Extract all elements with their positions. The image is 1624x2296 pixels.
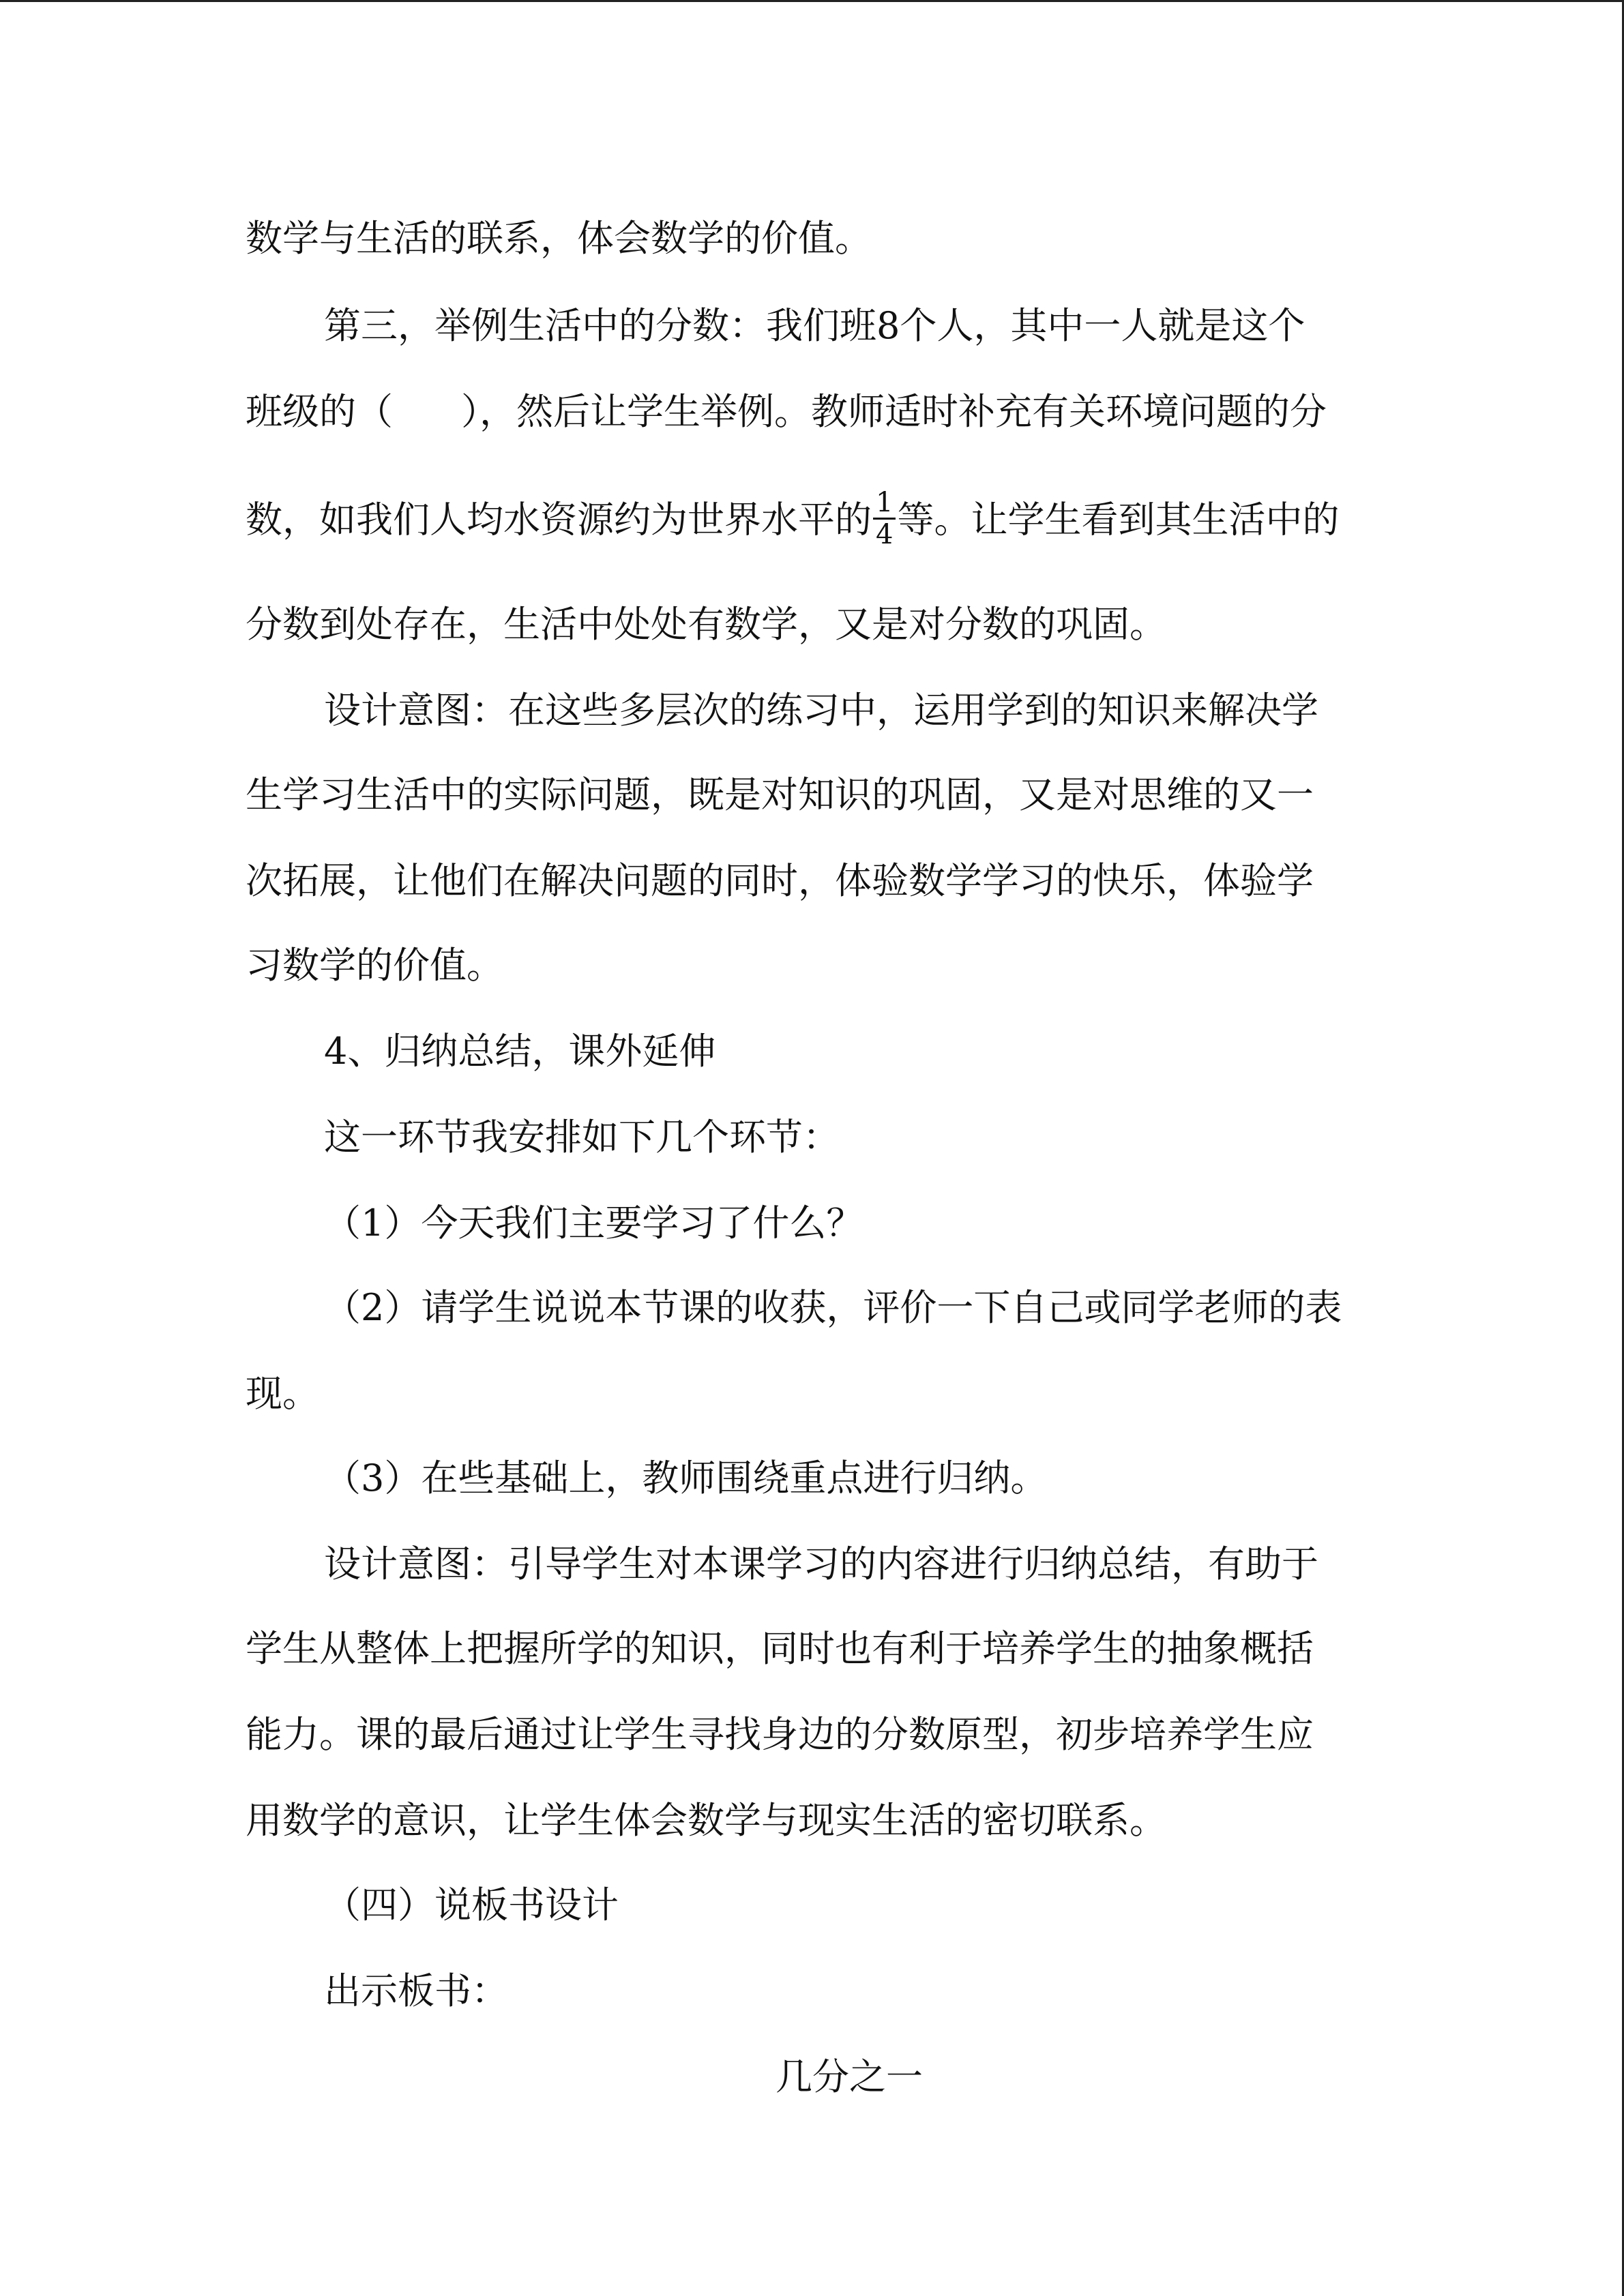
- paragraph-line: [246, 942, 503, 989]
- text-run: 班级的（: [246, 390, 393, 433]
- paragraph-line: [246, 601, 1166, 648]
- text-run: 等。让学生看到其生活中的: [897, 498, 1340, 541]
- text-run: 数，如我们人均水资源约为世界水平的: [246, 498, 872, 541]
- paragraph-line: [246, 771, 1314, 819]
- fraction-numerator: 1: [873, 488, 896, 520]
- paragraph-line: [324, 1967, 508, 2015]
- text-run: 用数学的意识，让学生体会数学与现实生活的密切联系。: [246, 1799, 1166, 1842]
- board-title: [0, 2053, 1624, 2101]
- text-run: 4、归纳总结，课外延伸: [324, 1030, 716, 1073]
- paragraph-line: [246, 1797, 1166, 1845]
- text-run: 分数到处存在，生活中处处有数学，又是对分数的巩固。: [246, 603, 1166, 646]
- paragraph-line: [246, 1711, 1314, 1759]
- text-run: 现。: [246, 1372, 319, 1415]
- text-run: ），然后让学生举例。教师适时补充有关环境问题的分: [461, 390, 1327, 433]
- text-run: 几分之一: [776, 2055, 923, 2098]
- section-heading: [324, 1881, 619, 1929]
- text-run: 第三，举例生活中的分数：我们班8个人，其中一人就是这个: [324, 304, 1305, 347]
- text-run: 生学习生活中的实际问题，既是对知识的巩固，又是对思维的又一: [246, 773, 1314, 816]
- section-heading: [324, 1028, 715, 1075]
- fraction: [873, 488, 896, 550]
- text-run: 设计意图：在这些多层次的练习中，运用学到的知识来解决学: [324, 689, 1318, 732]
- text-run: 能力。课的最后通过让学生寻找身边的分数原型，初步培养学生应: [246, 1713, 1314, 1756]
- paragraph-line: [324, 1114, 840, 1161]
- text-run: 习数学的价值。: [246, 944, 503, 987]
- text-run: 出示板书：: [324, 1969, 508, 2012]
- fraction-denominator: 4: [876, 519, 894, 550]
- paragraph-line: [246, 857, 1314, 905]
- text-run: 次拓展，让他们在解决问题的同时，体验数学学习的快乐，体验学: [246, 859, 1314, 902]
- list-item: [324, 1284, 1342, 1332]
- paragraph-line: [246, 1625, 1314, 1673]
- paragraph-line: [246, 1370, 319, 1418]
- text-run: （1）今天我们主要学习了什么？: [324, 1202, 863, 1244]
- text-run: 学生从整体上把握所学的知识，同时也有利于培养学生的抽象概括: [246, 1627, 1314, 1670]
- text-run: （3）在些基础上，教师围绕重点进行归纳。: [324, 1457, 1048, 1500]
- paragraph-line: [324, 302, 1305, 350]
- paragraph-line: [246, 215, 872, 263]
- paragraph-line: [324, 1540, 1318, 1588]
- paragraph-line: [246, 388, 1327, 436]
- list-item: [324, 1199, 863, 1247]
- paragraph-line: [324, 687, 1318, 734]
- paragraph-line: [246, 487, 1340, 554]
- list-item: [324, 1455, 1047, 1502]
- text-run: （四）说板书设计: [324, 1883, 619, 1926]
- text-run: 数学与生活的联系，体会数学的价值。: [246, 217, 872, 260]
- text-run: 这一环节我安排如下几个环节：: [324, 1116, 840, 1159]
- text-run: （2）请学生说说本节课的收获，评价一下自己或同学老师的表: [324, 1286, 1342, 1329]
- text-run: 设计意图：引导学生对本课学习的内容进行归纳总结，有助于: [324, 1542, 1318, 1585]
